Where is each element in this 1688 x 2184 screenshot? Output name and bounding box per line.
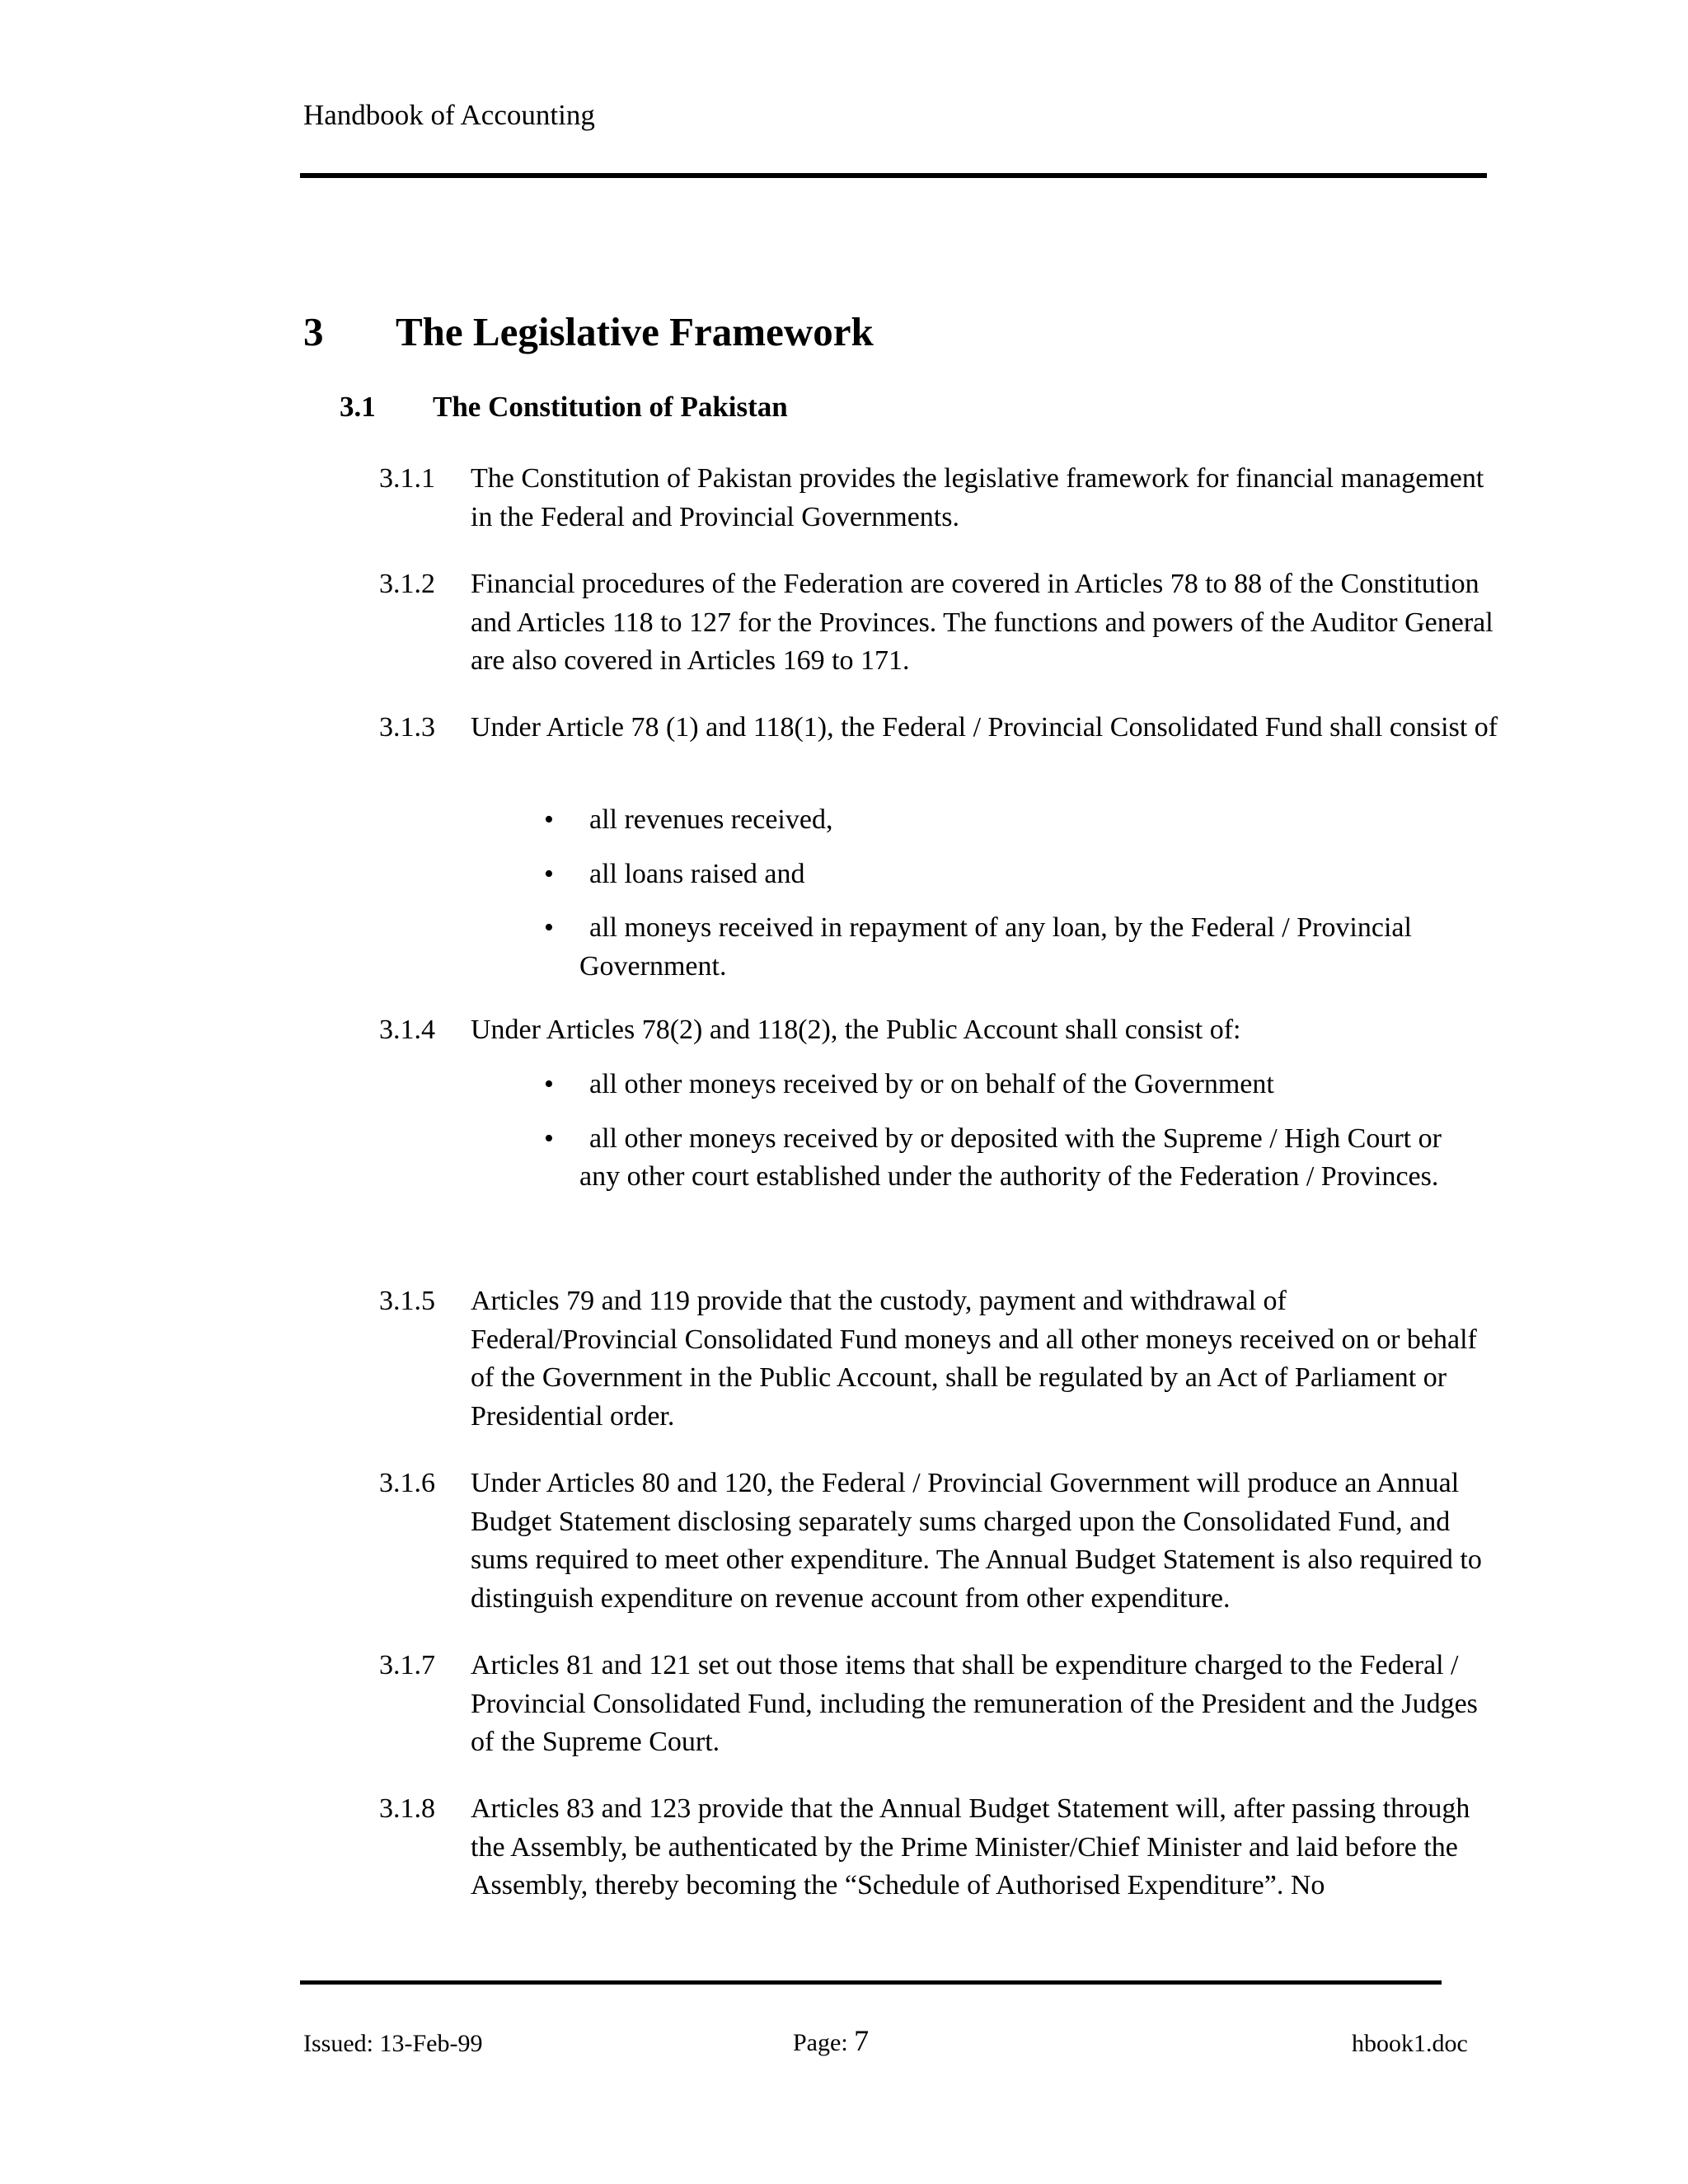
list-item-text: all other moneys received by or on behalf of the Government xyxy=(589,1069,1274,1099)
paragraph-text: Under Articles 78(2) and 118(2), the Public Account shall consist of: xyxy=(471,1015,1241,1045)
header-rule xyxy=(300,173,1487,178)
paragraph-number: 3.1.6 xyxy=(379,1468,435,1498)
paragraph-text: Under Articles 80 and 120, the Federal / Provincial Government will produce an Annual Budget Statement disclosing separately sums charged upon the Consolidated Fund, and sums required to meet other expenditure. The Annual Budget Statement is also required to distinguish expenditure on revenue account from other expenditure. xyxy=(471,1468,1482,1614)
list-item-text: all moneys received in repayment of any loan, by the Federal / Provincial Government. xyxy=(579,912,1412,982)
bullet-icon: • xyxy=(544,1069,554,1099)
footer-rule xyxy=(300,1980,1442,1985)
section-number: 3.1 xyxy=(340,391,376,423)
list-item xyxy=(544,855,1475,894)
paragraph-number: 3.1.2 xyxy=(379,569,435,599)
paragraph-text: The Constitution of Pakistan provides the legislative framework for financial management in the Federal and Provincial Governments. xyxy=(471,463,1484,532)
bullet-icon: • xyxy=(544,804,554,835)
bullet-list-3-1-4 xyxy=(544,1066,1475,1212)
list-item xyxy=(544,1120,1475,1197)
list-item-text: all revenues received, xyxy=(589,804,833,835)
list-item xyxy=(544,801,1475,840)
paragraph-number: 3.1.3 xyxy=(379,712,435,743)
footer-page xyxy=(793,2024,869,2060)
list-item-text: all other moneys received by or deposited with the Supreme / High Court or any other court established under the authority of the Federation / Provinces. xyxy=(579,1122,1442,1192)
bullet-icon: • xyxy=(544,858,554,889)
paragraph-text: Articles 83 and 123 provide that the Annual Budget Statement will, after passing through the Assembly, be authenticated by the Prime Minister/Chief Minister and laid before the Assembly, thereby becoming the “Schedule of Authorised Expenditure”. No xyxy=(471,1793,1470,1900)
running-header: Handbook of Accounting xyxy=(303,99,595,131)
paragraph-3-1-6 xyxy=(379,1465,1500,1618)
paragraph-number: 3.1.1 xyxy=(379,463,435,494)
paragraph-3-1-5 xyxy=(379,1282,1500,1436)
paragraph-3-1-4 xyxy=(379,1011,1500,1050)
section-title: The Constitution of Pakistan xyxy=(433,391,788,423)
paragraph-number: 3.1.4 xyxy=(379,1015,435,1045)
paragraph-3-1-3 xyxy=(379,709,1500,748)
paragraph-text: Articles 81 and 121 set out those items that shall be expenditure charged to the Federal / Provincial Consolidated Fund, including the remuneration of the President and the Judges of the Supreme Court. xyxy=(471,1650,1478,1757)
paragraph-text: Articles 79 and 119 provide that the custody, payment and withdrawal of Federal/Provincial Consolidated Fund moneys and all other moneys received on or behalf of the Government in the Public Account, shall be regulated by an Act of Parliament or Presidential order. xyxy=(471,1286,1477,1432)
paragraph-3-1-2 xyxy=(379,565,1500,681)
paragraph-text: Financial procedures of the Federation are covered in Articles 78 to 88 of the Constitution and Articles 118 to 127 for the Provinces. The functions and powers of the Auditor General are also covered in Articles 169 to 171. xyxy=(471,569,1493,676)
bullet-icon: • xyxy=(544,1122,554,1154)
paragraph-number: 3.1.5 xyxy=(379,1286,435,1316)
footer-filename: hbook1.doc xyxy=(1352,2030,1468,2057)
footer-issued-date: Issued: 13-Feb-99 xyxy=(303,2030,483,2057)
paragraph-text: Under Article 78 (1) and 118(1), the Federal / Provincial Consolidated Fund shall consist of xyxy=(471,712,1498,743)
list-item xyxy=(544,1066,1475,1104)
paragraph-number: 3.1.7 xyxy=(379,1650,435,1680)
list-item xyxy=(544,909,1475,986)
paragraph-number: 3.1.8 xyxy=(379,1793,435,1824)
footer-page-number: 7 xyxy=(854,2024,870,2057)
paragraph-3-1-8 xyxy=(379,1790,1500,1905)
bullet-list-3-1-3 xyxy=(544,801,1475,1001)
bullet-icon: • xyxy=(544,912,554,943)
footer-page-label: Page: xyxy=(793,2029,855,2056)
paragraph-3-1-1 xyxy=(379,460,1500,537)
list-item-text: all loans raised and xyxy=(589,858,805,889)
chapter-title: The Legislative Framework xyxy=(396,309,874,354)
paragraph-3-1-7 xyxy=(379,1647,1500,1762)
chapter-number: 3 xyxy=(303,309,324,354)
